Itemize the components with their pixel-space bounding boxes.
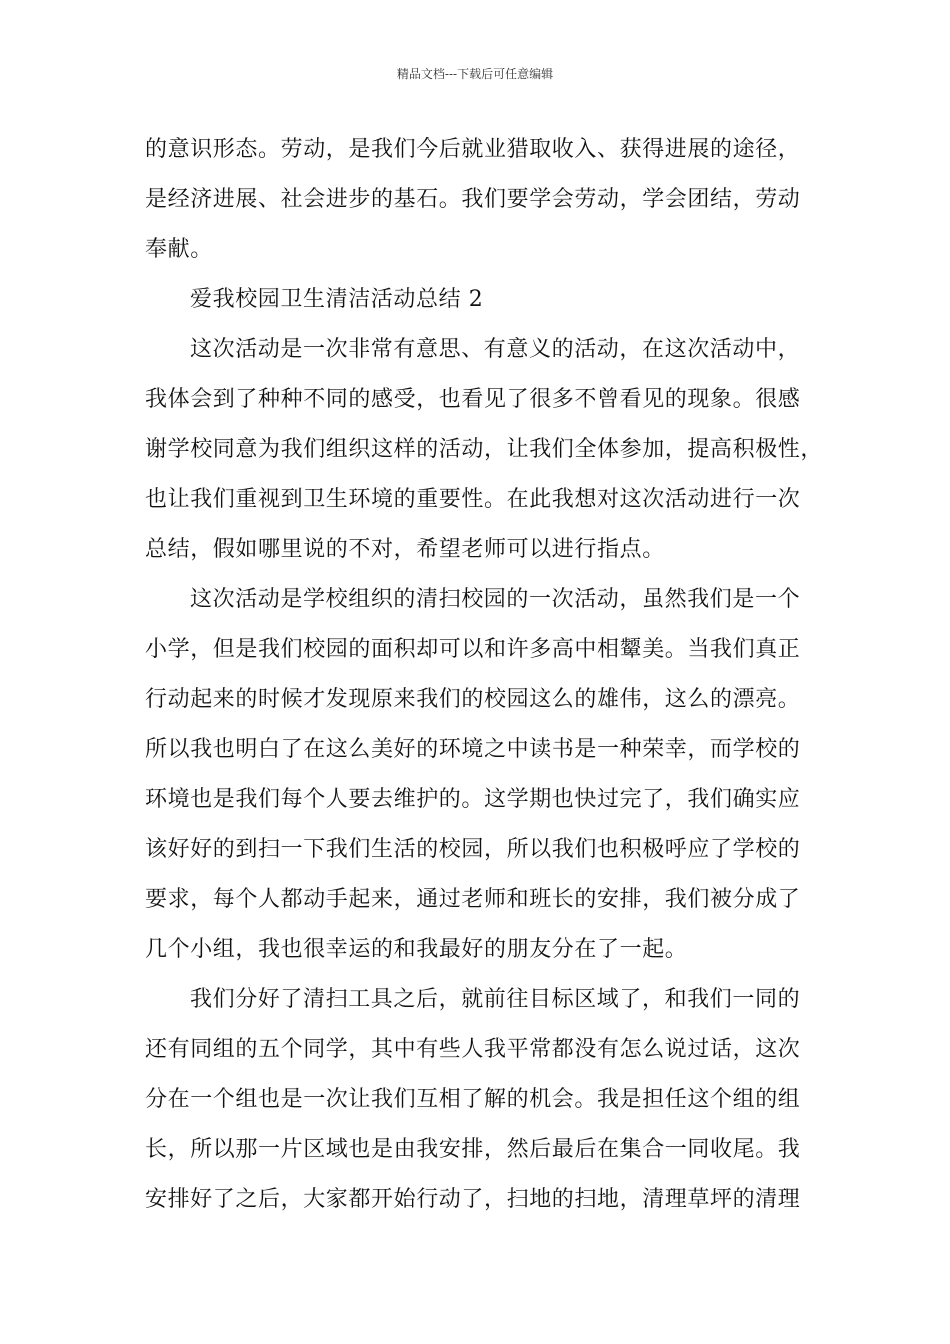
text-line: 也让我们重视到卫生环境的重要性。在此我想对这次活动进行一次 bbox=[145, 487, 801, 512]
section-title: 爱我校园卫生清洁活动总结 2 bbox=[190, 287, 484, 312]
text-line: 环境也是我们每个人要去维护的。这学期也快过完了，我们确实应 bbox=[145, 787, 801, 812]
text-line: 小学，但是我们校园的面积却可以和许多高中相颦美。当我们真正 bbox=[145, 637, 801, 662]
page-header: 精品文档---下载后可任意编辑 bbox=[396, 67, 554, 81]
text-line: 这次活动是一次非常有意思、有意义的活动，在这次活动中， bbox=[190, 337, 801, 362]
text-line: 几个小组，我也很幸运的和我最好的朋友分在了一起。 bbox=[145, 937, 688, 962]
text-line: 行动起来的时候才发现原来我们的校园这么的雄伟，这么的漂亮。 bbox=[145, 687, 801, 712]
text-line: 还有同组的五个同学，其中有些人我平常都没有怎么说过话，这次 bbox=[145, 1037, 801, 1062]
text-line: 这次活动是学校组织的清扫校园的一次活动，虽然我们是一个 bbox=[190, 587, 801, 612]
text-line: 要求，每个人都动手起来，通过老师和班长的安排，我们被分成了 bbox=[145, 887, 801, 912]
text-line: 所以我也明白了在这么美好的环境之中读书是一种荣幸，而学校的 bbox=[145, 737, 801, 762]
text-line: 该好好的到扫一下我们生活的校园，所以我们也积极呼应了学校的 bbox=[145, 837, 801, 862]
text-line: 长，所以那一片区域也是由我安排，然后最后在集合一同收尾。我 bbox=[145, 1137, 801, 1162]
text-line: 的意识形态。劳动，是我们今后就业猎取收入、获得进展的途径， bbox=[145, 137, 801, 162]
text-line: 分在一个组也是一次让我们互相了解的机会。我是担任这个组的组 bbox=[145, 1087, 801, 1112]
text-line: 谢学校同意为我们组织这样的活动，让我们全体参加，提高积极性， bbox=[145, 437, 824, 462]
text-line: 是经济进展、社会进步的基石。我们要学会劳动，学会团结，劳动 bbox=[145, 187, 801, 212]
text-line: 奉献。 bbox=[145, 237, 213, 262]
text-line: 安排好了之后，大家都开始行动了，扫地的扫地，清理草坪的清理 bbox=[145, 1187, 801, 1212]
text-line: 我们分好了清扫工具之后，就前往目标区域了，和我们一同的 bbox=[190, 987, 801, 1012]
text-line: 总结，假如哪里说的不对，希望老师可以进行指点。 bbox=[145, 537, 665, 562]
text-line: 我体会到了种种不同的感受，也看见了很多不曾看见的现象。很感 bbox=[145, 387, 801, 412]
